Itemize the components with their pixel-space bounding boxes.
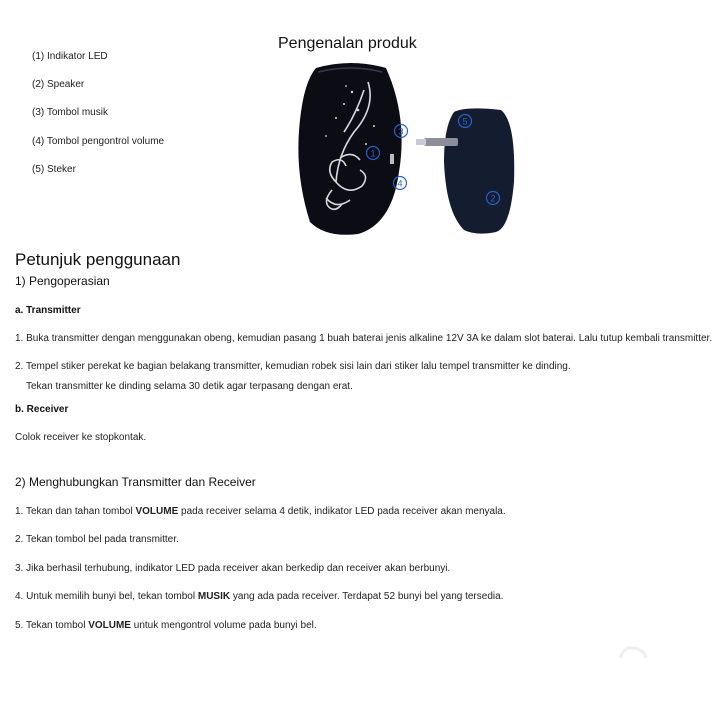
callout-1: 1 — [370, 148, 376, 159]
watermark-icon — [614, 640, 654, 660]
legend-item-volume-button: (4) Tombol pengontrol volume — [32, 136, 165, 147]
legend-item-speaker: (2) Speaker — [32, 79, 85, 90]
connect-heading: 2) Menghubungkan Transmitter dan Receiver — [15, 475, 256, 489]
connect-step-3: 3. Jika berhasil terhubung, indikator LED pada receiver akan berkedip dan receiver akan berbunyi. — [15, 563, 451, 574]
transmitter-step-2: 2. Tempel stiker perekat ke bagian belakang transmitter, kemudian robek sisi lain dari stiker lalu tempel transmitter ke dinding. — [15, 361, 571, 372]
transmitter-step-1: 1. Buka transmitter dengan menggunakan obeng, kemudian pasang 1 buah baterai jenis alkaline 12V 3A ke dalam slot baterai. Lalu tutup kembali transmitter. — [15, 333, 713, 344]
legend-item-music-button: (3) Tombol musik — [32, 107, 108, 118]
connect-step-2: 2. Tekan tombol bel pada transmitter. — [15, 534, 179, 545]
callout-2: 2 — [490, 193, 496, 204]
connect-step-4: 4. Untuk memilih bunyi bel, tekan tombol MUSIK yang ada pada receiver. Terdapat 52 bunyi bel yang tersedia. — [15, 591, 504, 602]
legend-item-led: (1) Indikator LED — [32, 51, 108, 62]
usage-heading: Petunjuk penggunaan — [15, 250, 181, 269]
receiver-heading: b. Receiver — [15, 404, 69, 415]
callout-4: 4 — [397, 178, 403, 189]
callout-5: 5 — [462, 116, 468, 127]
callout-3: 3 — [398, 126, 404, 137]
transmitter-heading: a. Transmitter — [15, 305, 81, 316]
connect-step-5: 5. Tekan tombol VOLUME untuk mengontrol volume pada bunyi bel. — [15, 620, 317, 631]
operation-heading: 1) Pengoperasian — [15, 274, 110, 288]
transmitter-device — [298, 63, 404, 235]
page-title: Pengenalan produk — [278, 35, 417, 52]
receiver-text: Colok receiver ke stopkontak. — [15, 432, 147, 443]
legend-item-plug: (5) Steker — [32, 164, 76, 175]
connect-step-1: 1. Tekan dan tahan tombol VOLUME pada receiver selama 4 detik, indikator LED pada receiver akan menyala. — [15, 506, 506, 517]
product-illustration — [296, 62, 521, 240]
transmitter-step-2-continued: Tekan transmitter ke dinding selama 30 detik agar terpasang dengan erat. — [26, 381, 353, 392]
